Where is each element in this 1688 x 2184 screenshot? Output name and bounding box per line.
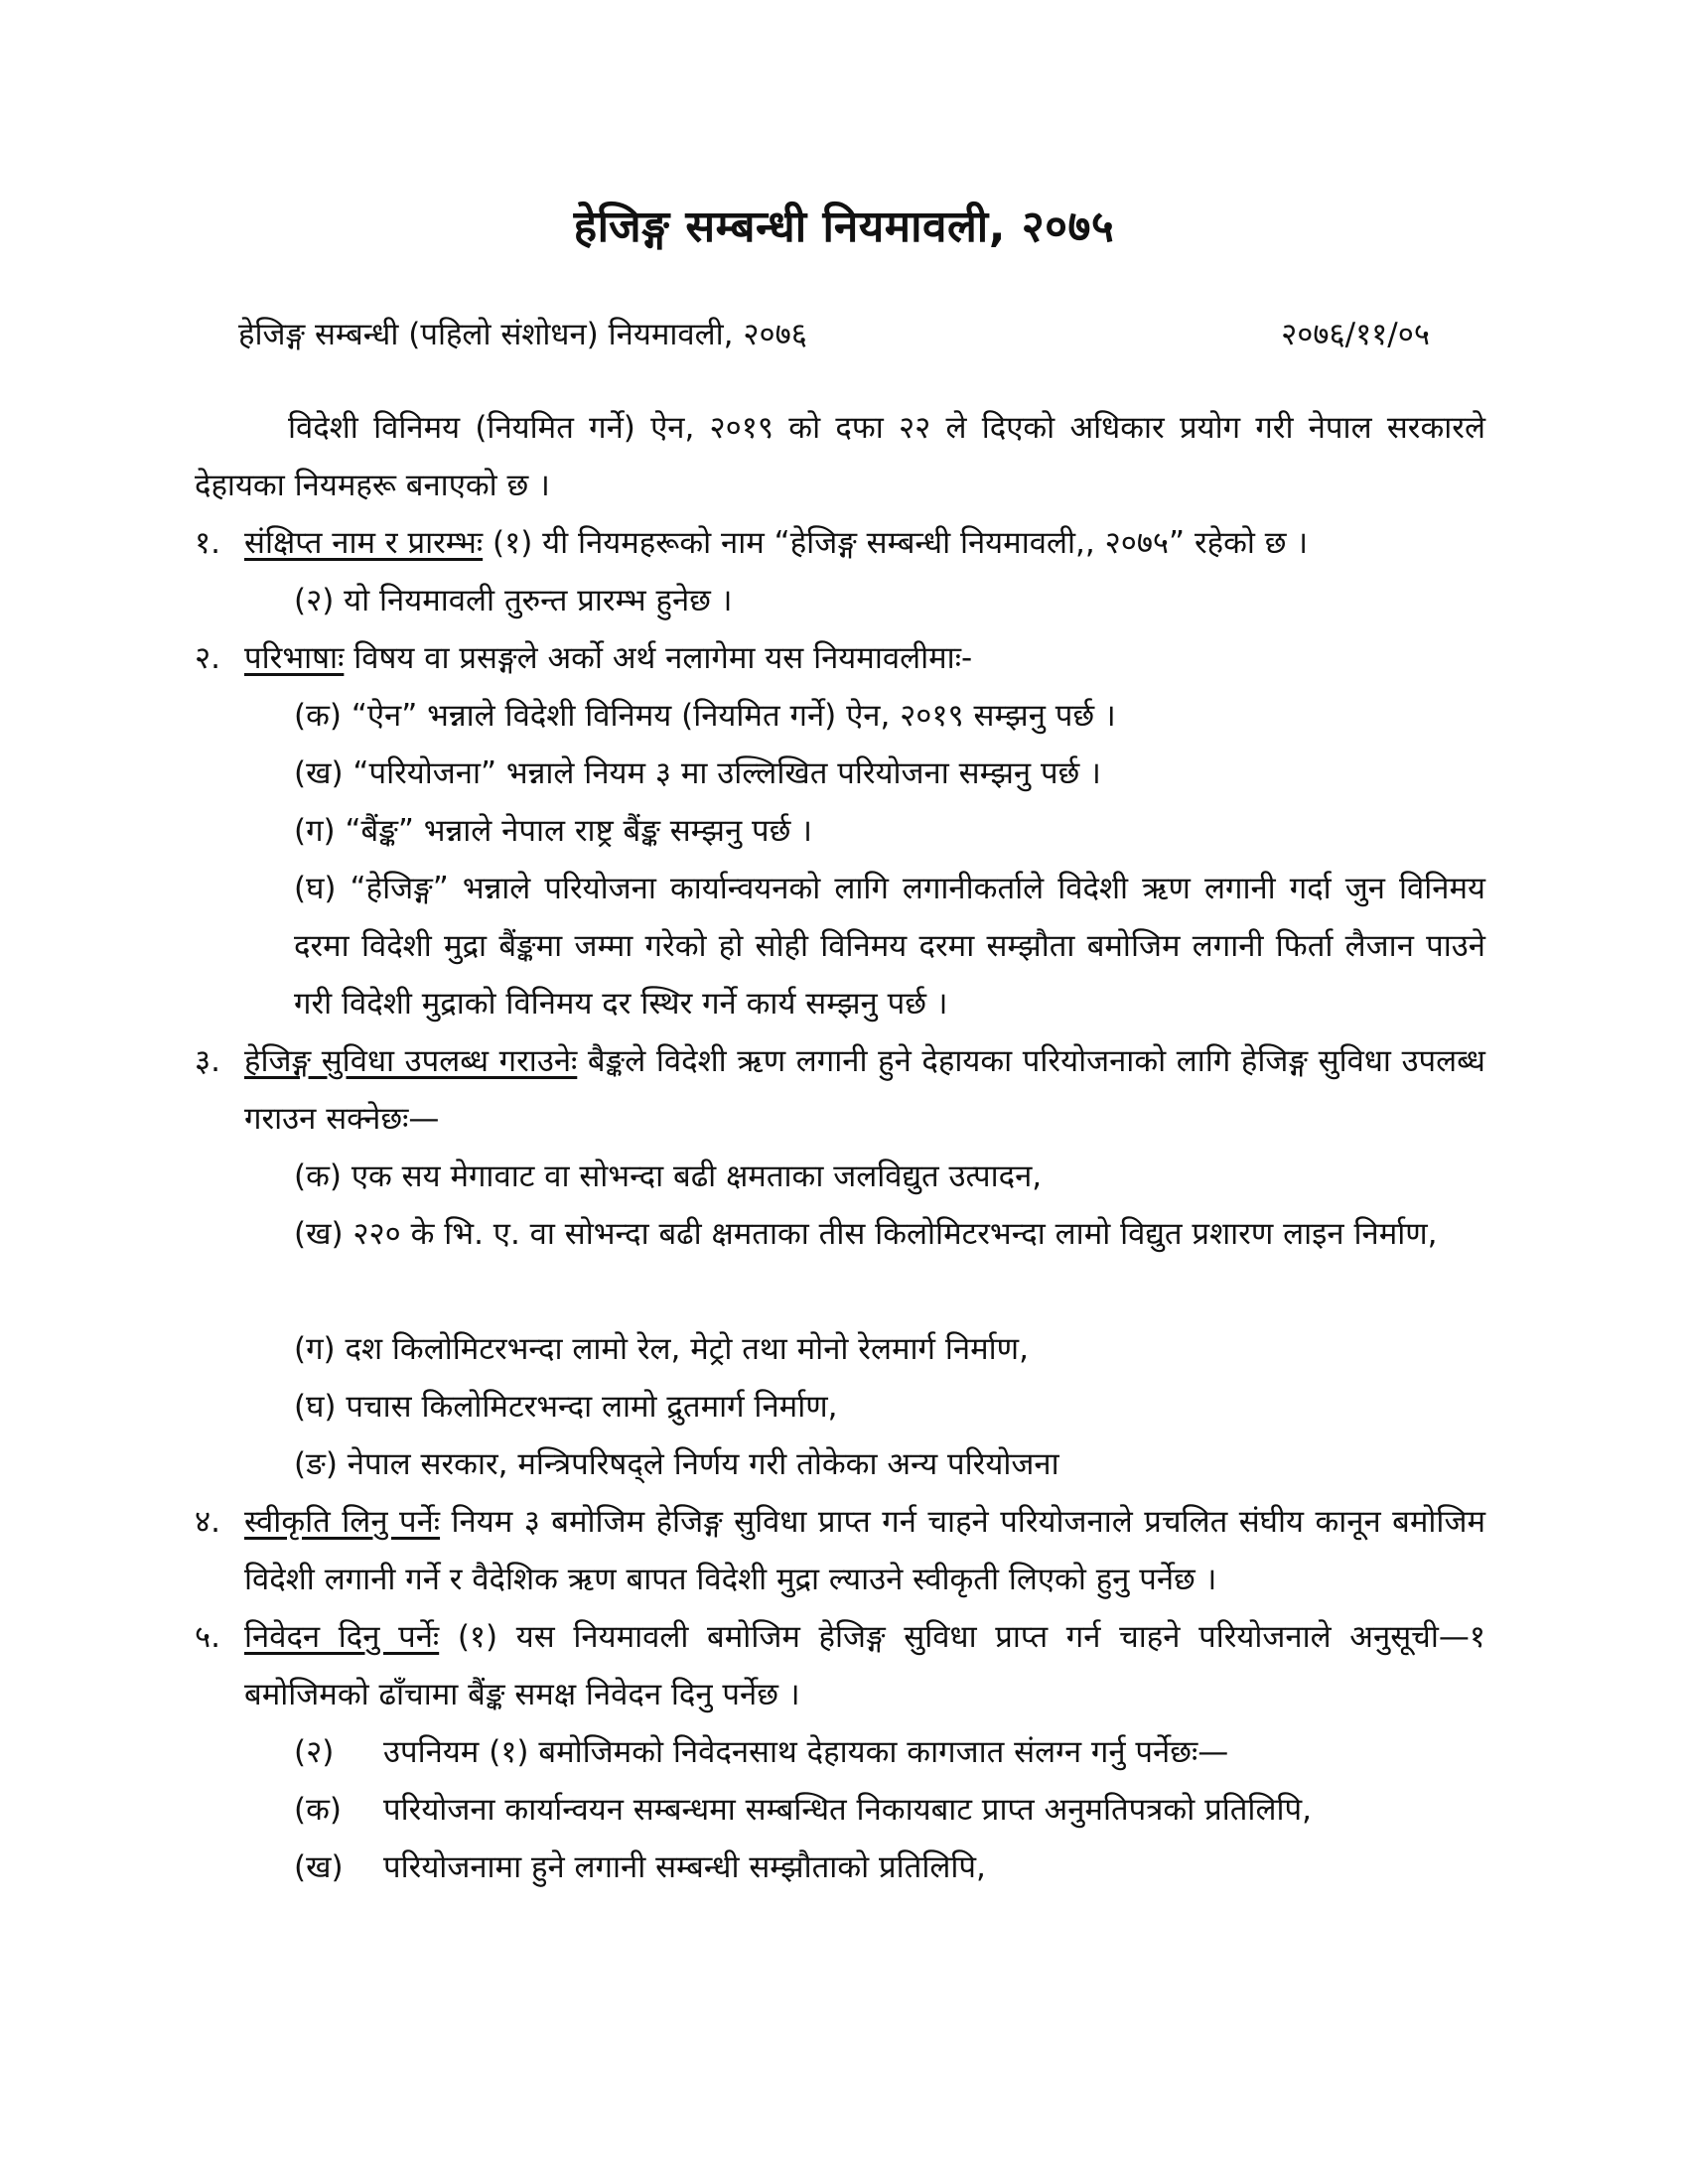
section-text: विषय वा प्रसङ्गले अर्को अर्थ नलागेमा यस नियमावलीमाः- xyxy=(344,640,973,676)
section-2 xyxy=(195,629,1485,687)
project-nga: (ङ) नेपाल सरकार, मन्त्रिपरिषद्ले निर्णय गरी तोकेका अन्य परियोजना xyxy=(294,1446,1059,1482)
section-heading: स्वीकृति लिनु पर्नेः xyxy=(244,1504,441,1540)
section-number: १. xyxy=(195,525,220,561)
section-3 xyxy=(195,1032,1485,1148)
section-number: ३. xyxy=(195,1043,220,1079)
document-ka xyxy=(294,1781,1485,1839)
amendment-date: २०७६/११/०५ xyxy=(1281,317,1430,352)
section-text: (१) यस नियमावली बमोजिम हेजिङ्ग सुविधा प्राप्त गर्न चाहने परियोजनाले अनुसूची—१ बमोजिमको ढाँचामा बैंङ्क समक्ष निवेदन दिनु पर्नेछ । xyxy=(244,1619,1485,1712)
definition-ka: (क) “ऐन” भन्नाले विदेशी विनिमय (नियमित गर्ने) ऐन, २०१९ सम्झनु पर्छ । xyxy=(294,698,1116,734)
section-number: २. xyxy=(195,640,220,676)
item-text: परियोजना कार्यान्वयन सम्बन्धमा सम्बन्धित निकायबाट प्राप्त अनुमतिपत्रको प्रतिलिपि, xyxy=(383,1792,1312,1828)
section-number: ४. xyxy=(195,1504,220,1540)
definition-kha: (ख) “परियोजना” भन्नाले नियम ३ मा उल्लिखित परियोजना सम्झनु पर्छ । xyxy=(294,755,1101,791)
item-label: (२) xyxy=(294,1734,335,1770)
document-kha xyxy=(294,1839,1485,1896)
document-title: हेजिङ्ग सम्बन्धी नियमावली, २०७५ xyxy=(573,202,1115,252)
definition-gha: (घ) “हेजिङ्ग” भन्नाले परियोजना कार्यान्वयनको लागि लगानीकर्ताले विदेशी ऋण लगानी गर्दा जुन विनिमय दरमा विदेशी मुद्रा बैंङ्कमा जम्मा गरेको हो सोही विनिमय दरमा सम्झौता बमोजिम लगानी फिर्ता लैजान पाउने गरी विदेशी मुद्राको विनिमय दर स्थिर गर्ने कार्य सम्झनु पर्छ । xyxy=(294,871,1485,1022)
section-4 xyxy=(195,1493,1485,1608)
project-kha: (ख) २२० के भि. ए. वा सोभन्दा बढी क्षमताका तीस किलोमिटरभन्दा लामो विद्युत प्रशारण लाइन निर्माण, xyxy=(294,1216,1438,1252)
section-heading: हेजिङ्ग सुविधा उपलब्ध गराउनेः xyxy=(244,1043,578,1079)
definition-ga: (ग) “बैंङ्क” भन्नाले नेपाल राष्ट्र बैंङ्क सम्झनु पर्छ । xyxy=(294,813,812,849)
amendment-name: हेजिङ्ग सम्बन्धी (पहिलो संशोधन) नियमावली, २०७६ xyxy=(238,317,807,352)
section-heading: संक्षिप्त नाम र प्रारम्भः xyxy=(244,525,484,561)
section-5 xyxy=(195,1608,1485,1723)
section-1 xyxy=(195,514,1485,572)
section-1-sub-2: (२) यो नियमावली तुरुन्त प्रारम्भ हुनेछ । xyxy=(294,583,733,618)
item-label: (ख) xyxy=(294,1849,344,1885)
section-number: ५. xyxy=(195,1619,220,1655)
section-text: (१) यी नियमहरूको नाम “हेजिङ्ग सम्बन्धी नियमावली,, २०७५” रहेको छ । xyxy=(483,525,1309,561)
section-heading: निवेदन दिनु पर्नेः xyxy=(244,1619,440,1655)
preamble: विदेशी विनिमय (नियमित गर्ने) ऐन, २०१९ को दफा २२ ले दिएको अधिकार प्रयोग गरी नेपाल सरकारले देहायका नियमहरू बनाएको छ । xyxy=(195,410,1485,503)
section-text: नियम ३ बमोजिम हेजिङ्ग सुविधा प्राप्त गर्न चाहने परियोजनाले प्रचलित संघीय कानून बमोजिम विदेशी लगानी गर्ने र वैदेशिक ऋण बापत विदेशी मुद्रा ल्याउने स्वीकृती लिएको हुनु पर्नेछ । xyxy=(244,1504,1485,1597)
section-5-sub-2 xyxy=(294,1723,1485,1781)
item-label: (क) xyxy=(294,1792,342,1828)
project-gha: (घ) पचास किलोमिटरभन्दा लामो द्रुतमार्ग निर्माण, xyxy=(294,1389,838,1425)
amendment-line xyxy=(238,313,1430,354)
item-text: परियोजनामा हुने लगानी सम्बन्धी सम्झौताको प्रतिलिपि, xyxy=(383,1849,986,1885)
item-text: उपनियम (१) बमोजिमको निवेदनसाथ देहायका कागजात संलग्न गर्नु पर्नेछः— xyxy=(383,1734,1229,1770)
section-text: बैङ्कले विदेशी ऋण लगानी हुने देहायका परियोजनाको लागि हेजिङ्ग सुविधा उपलब्ध गराउन सक्नेछः— xyxy=(244,1043,1485,1137)
project-ga: (ग) दश किलोमिटरभन्दा लामो रेल, मेट्रो तथा मोनो रेलमार्ग निर्माण, xyxy=(294,1331,1029,1367)
project-ka: (क) एक सय मेगावाट वा सोभन्दा बढी क्षमताका जलविद्युत उत्पादन, xyxy=(294,1159,1043,1194)
section-heading: परिभाषाः xyxy=(244,640,345,676)
